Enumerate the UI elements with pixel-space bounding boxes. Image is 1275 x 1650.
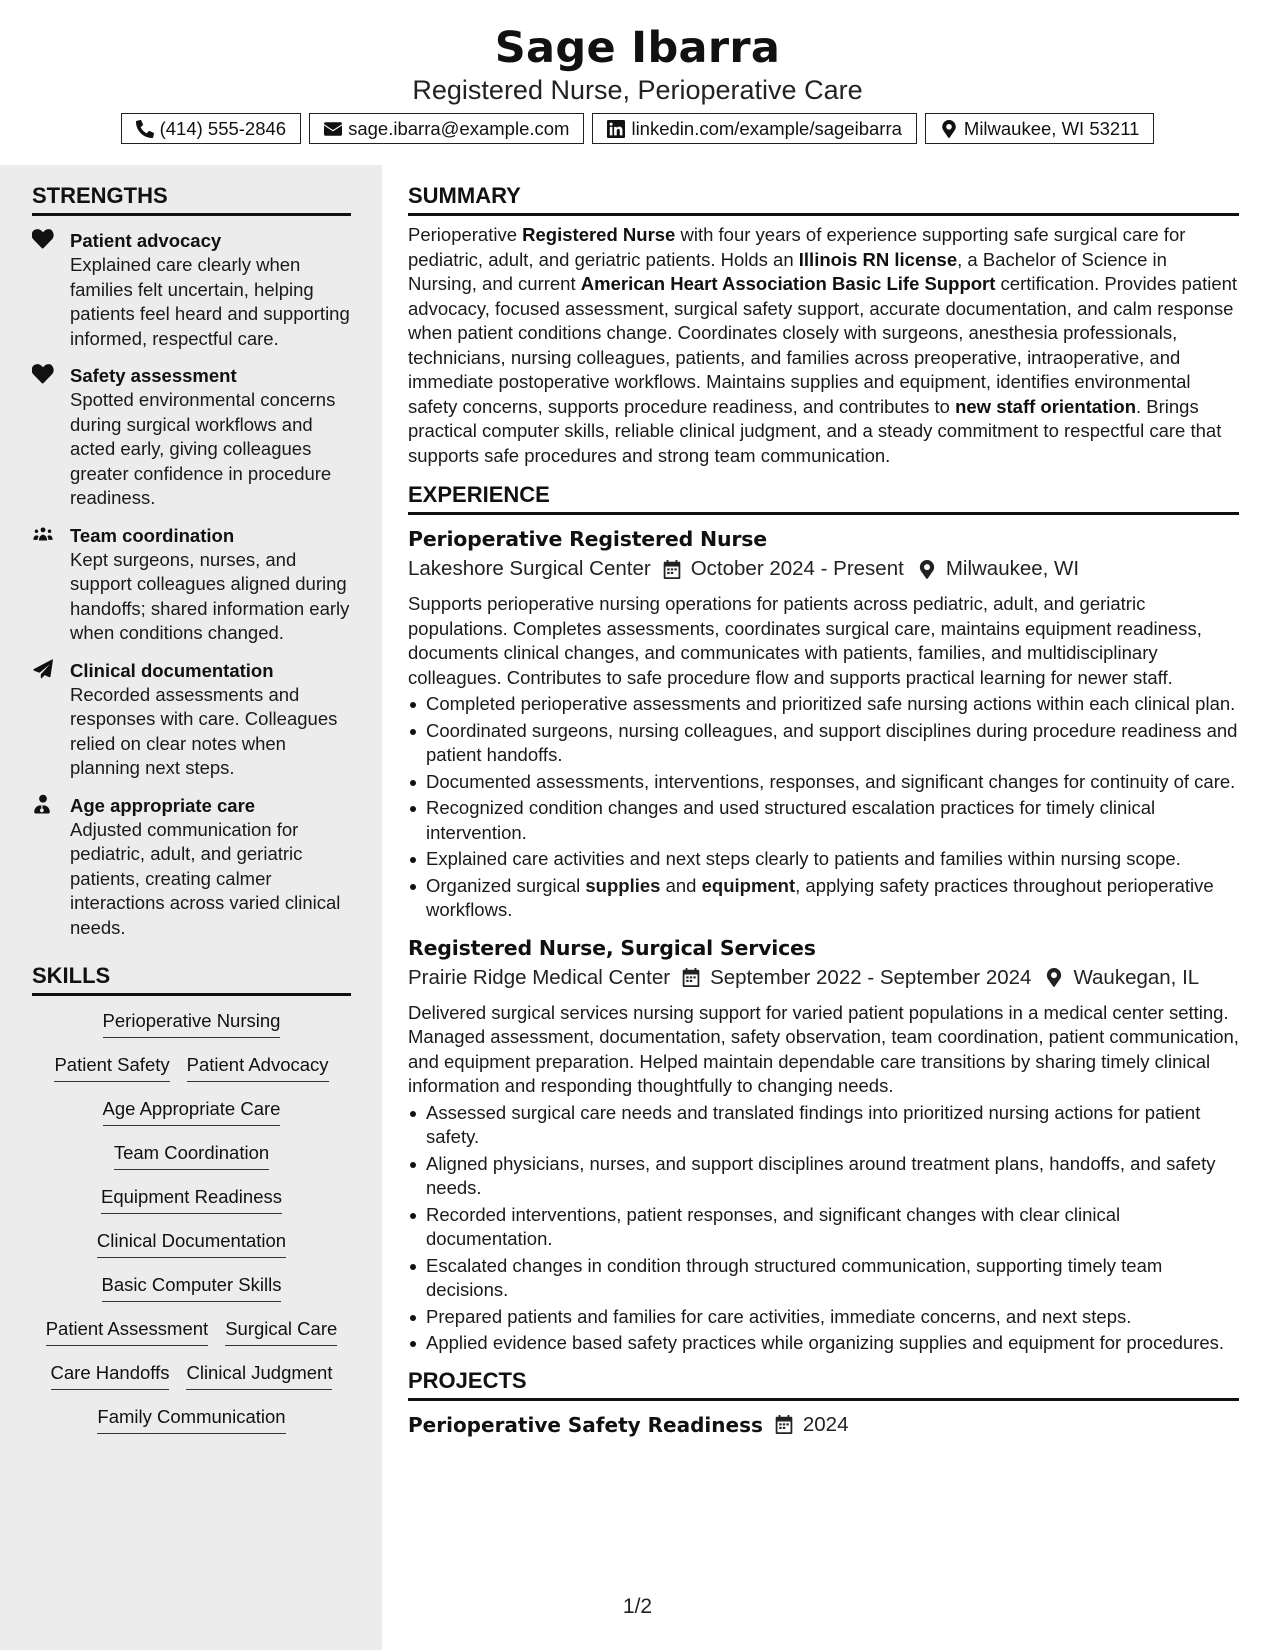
bold-phrase: supplies [585,874,661,896]
skill-tag: Clinical Documentation [97,1226,286,1258]
job-bullet: Coordinated surgeons, nursing colleagues, and support disciplines during procedure readiness and patient handoffs. [408,719,1239,768]
contact-phone[interactable] [121,113,302,144]
envelope-icon [324,120,342,138]
bold-phrase: Registered Nurse [522,224,676,245]
strengths-heading: STRENGTHS [32,182,351,216]
strength-text: Kept surgeons, nurses, and support colleagues aligned during handoffs; shared information early when conditions changed. [70,548,350,643]
skill-tag: Clinical Judgment [186,1358,332,1390]
job-location: Milwaukee, WI [945,557,1080,580]
summary-text [408,223,1239,468]
job-bullet: Documented assessments, interventions, responses, and significant changes for continuity of care. [408,770,1239,795]
strength-item [32,658,351,781]
skill-tag: Equipment Readiness [101,1182,282,1214]
candidate-title: Registered Nurse, Perioperative Care [412,75,863,105]
page-number: 1/2 [622,1595,653,1618]
strength-item [32,363,351,511]
calendar-icon [663,560,681,579]
job-title: Registered Nurse, Surgical Services [408,935,816,960]
strength-item [32,523,351,646]
job-company: Prairie Ridge Medical Center [408,965,671,989]
project-year: 2024 [802,1412,849,1436]
strength-text: Spotted environmental concerns during surgical workflows and acted early, giving colleagues greater confidence in procedure readiness. [70,389,336,508]
bold-phrase: Illinois RN license [798,248,958,270]
job-description: Delivered surgical services nursing support for varied patient populations in a medical center setting. Managed assessment, documentation, safety observation, team coordination, patient communication, and equipment preparation. Helped maintain dependable care transitions by sharing timely clinical information and responding thoughtfully to changing needs. [408,1001,1239,1096]
text-run: with four years of experience supporting safe surgical care for pediatric, adult, and geriatric patients. Holds an [408,224,1186,270]
job-bullet: Aligned physicians, nurses, and support disciplines around treatment plans, handoffs, and safety needs. [408,1152,1239,1201]
strength-item [32,228,351,351]
text-run: , a Bachelor of Science in Nursing, and current [408,248,1167,294]
heart-icon [32,364,54,384]
job-bullet: Applied evidence based safety practices while organizing supplies and equipment for procedures. [408,1331,1239,1356]
skill-tag: Patient Safety [54,1050,169,1082]
skill-tag: Patient Assessment [46,1314,208,1346]
strength-title: Team coordination [70,524,235,546]
job-bullet: Completed perioperative assessments and prioritized safe nursing actions within each clinical plan. [408,692,1239,717]
text-run: Perioperative [408,224,523,245]
project-title: Perioperative Safety Readiness [408,1412,763,1437]
text-run: , applying safety practices throughout perioperative workflows. [426,874,1214,920]
bold-phrase: new staff orientation [955,395,1136,417]
contact-bar [0,113,1275,144]
projects-heading: PROJECTS [408,1367,1239,1401]
contact-email[interactable] [309,113,584,144]
text-run: . Brings practical computer skills, reliable clinical judgment, and a steady commitment to respectful care that supports safe procedures and strong team communication. [408,395,1222,466]
text-run: certification. Provides patient advocacy, focused assessment, surgical safety support, accurate documentation, and calm response when patient conditions change. Coordinates closely with surgeons, anesthesia professionals, technicians, nursing colleagues, patients, and families across preoperative, intraoperative, and immediate postoperative workflows. Maintains supplies and equipment, identifies environmental safety concerns, supports procedure readiness, and contributes to [408,273,1238,417]
job-bullet: Explained care activities and next steps clearly to patients and families within nursing scope. [408,847,1239,872]
job-description: Supports perioperative nursing operations for patients across pediatric, adult, and geriatric populations. Completes assessments, coordinates surgical care, maintains equipment readiness, documents clinical changes, and communicates with patients, families, and multidisciplinary colleagues. Contributes to safe procedure flow and supports practical learning for newer staff. [408,593,1202,688]
paper-plane-icon [32,659,54,679]
strength-text: Recorded assessments and responses with care. Colleagues relied on clear notes when planning next steps. [70,683,338,778]
skill-tag: Perioperative Nursing [103,1006,281,1038]
skill-tag: Age Appropriate Care [103,1094,281,1126]
job-bullets [408,1101,1239,1356]
calendar-icon [775,1415,793,1434]
main-column [408,165,1239,1439]
contact-location-text: Milwaukee, WI 53211 [963,117,1140,139]
strength-text: Explained care clearly when families felt uncertain, helping patients feel heard and supporting informed, respectful care. [70,254,350,349]
strength-text: Adjusted communication for pediatric, adult, and geriatric patients, creating calmer interactions across varied clinical needs. [70,818,341,938]
job-company: Lakeshore Surgical Center [408,557,651,580]
job-bullet: Recorded interventions, patient responses, and significant changes with clear clinical documentation. [408,1203,1239,1252]
job-location: Waukegan, IL [1073,965,1200,989]
job-bullets [408,692,1239,923]
project-entry [408,1411,1239,1439]
strength-title: Age appropriate care [70,794,256,816]
job-entry [408,934,1239,1356]
phone-icon [136,120,154,138]
map-pin-icon [940,120,958,138]
bold-phrase: equipment [701,874,796,896]
skill-tag: Care Handoffs [51,1358,170,1390]
calendar-icon [682,968,700,987]
job-bullet: Escalated changes in condition through structured communication, supporting timely team decisions. [408,1254,1239,1303]
contact-linkedin[interactable] [592,113,916,144]
skill-tag: Team Coordination [114,1138,269,1170]
linkedin-icon [607,120,625,138]
skills-list [32,1006,351,1434]
skill-tag: Patient Advocacy [187,1050,329,1082]
job-bullet [408,874,1239,923]
people-group-icon [32,524,54,544]
strength-title: Patient advocacy [70,230,222,251]
job-bullet: Prepared patients and families for care activities, immediate concerns, and next steps. [408,1305,1239,1330]
user-doctor-icon [32,794,54,814]
job-dates: September 2022 - September 2024 [710,965,1032,989]
contact-email-text: sage.ibarra@example.com [348,117,570,139]
candidate-name: Sage Ibarra [494,23,781,73]
job-entry [408,525,1239,923]
skill-tag: Family Communication [97,1402,285,1434]
skill-tag: Basic Computer Skills [102,1270,282,1302]
bold-phrase: American Heart Association Basic Life Support [580,273,996,294]
job-dates: October 2024 - Present [690,557,904,580]
sidebar [0,165,382,1650]
heart-icon [32,229,54,249]
job-meta [408,964,1239,992]
summary-heading: SUMMARY [408,182,1239,216]
contact-linkedin-text: linkedin.com/example/sageibarra [631,117,902,139]
job-meta [408,555,1239,583]
strength-title: Clinical documentation [70,659,274,681]
skill-tag: Surgical Care [225,1314,337,1346]
map-pin-icon [918,560,936,579]
strength-item [32,793,351,941]
job-bullet: Recognized condition changes and used structured escalation practices for timely clinical intervention. [408,796,1239,845]
contact-location [925,113,1155,144]
text-run: Organized surgical [426,874,586,896]
skills-heading: SKILLS [32,962,351,996]
contact-phone-text: (414) 555-2846 [159,117,287,139]
map-pin-icon [1045,968,1063,987]
text-run: and [660,874,702,896]
strength-title: Safety assessment [70,365,237,386]
experience-heading: EXPERIENCE [408,481,1239,515]
job-bullet: Assessed surgical care needs and translated findings into prioritized nursing actions for patient safety. [408,1101,1239,1150]
job-title: Perioperative Registered Nurse [408,527,767,551]
resume-header [0,0,1275,165]
